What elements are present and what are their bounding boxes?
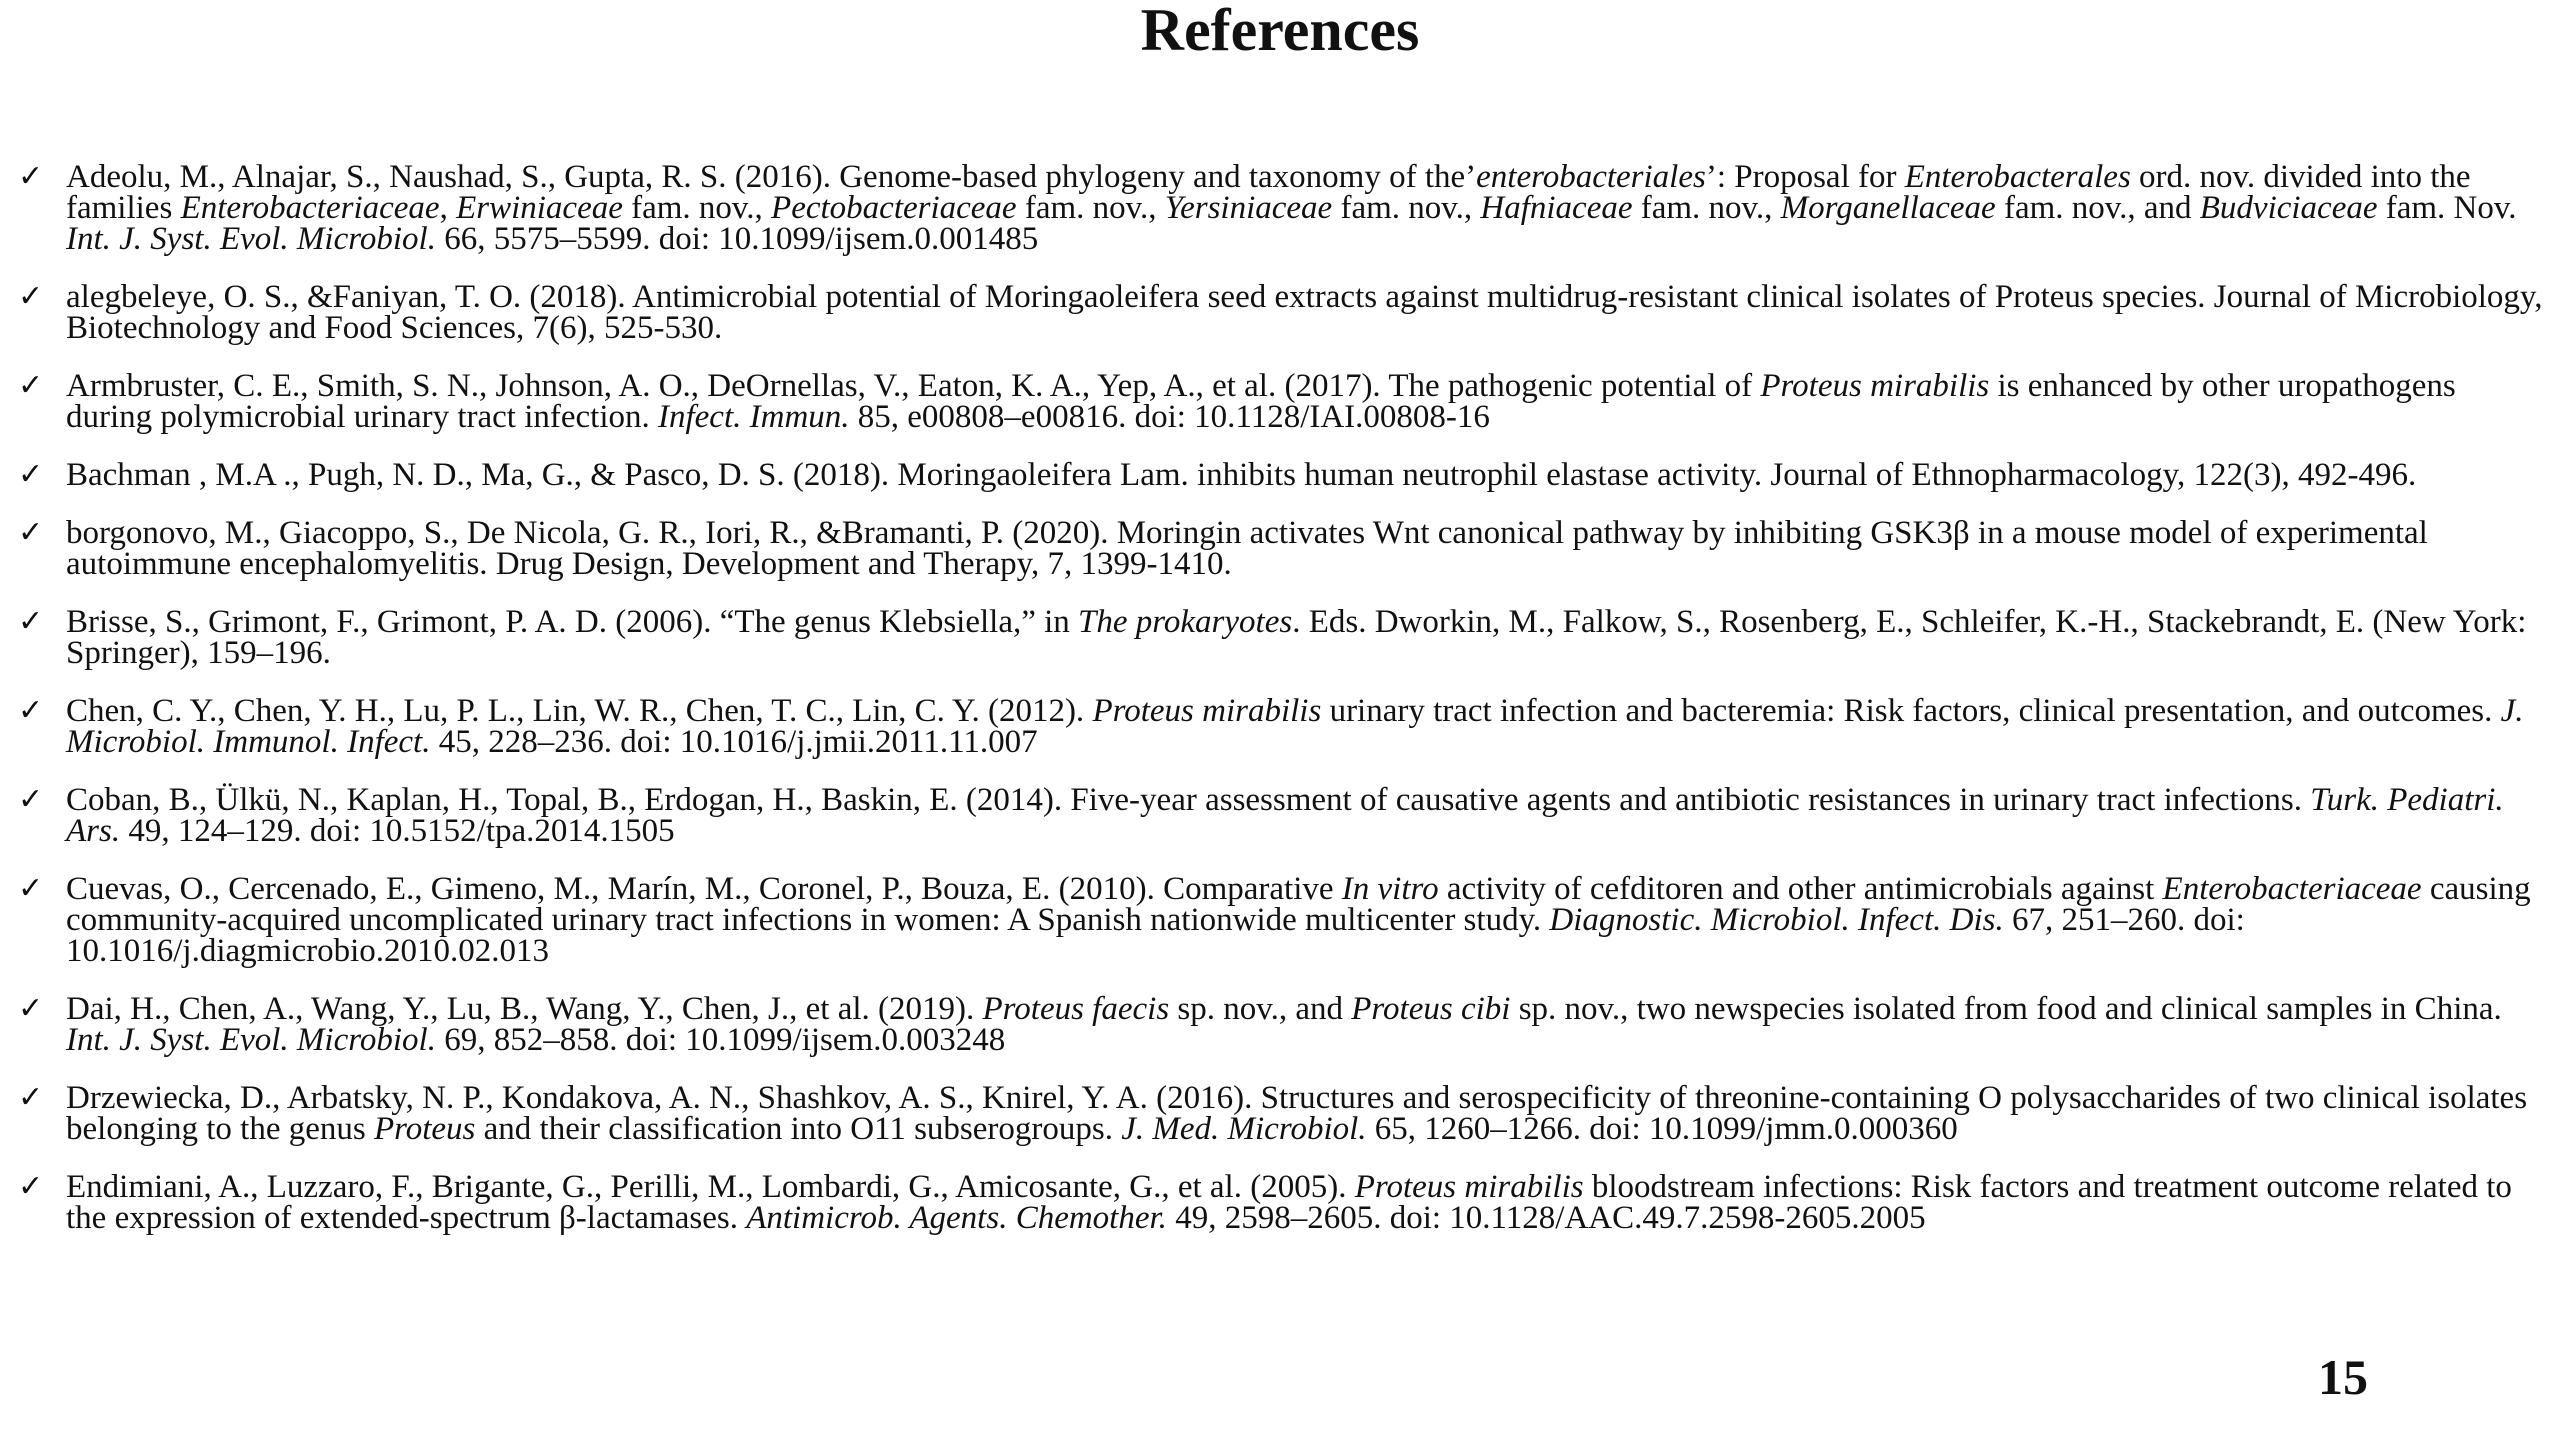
reference-segment: 45, 228–236. doi: 10.1016/j.jmii.2011.11.007 bbox=[430, 724, 1038, 760]
reference-segment: bloodstream infections: Risk factors and treatment outcome related to the expression of extended-spectrum β-lactamases. bbox=[66, 1169, 2512, 1236]
reference-italic-segment: Proteus mirabilis bbox=[1092, 693, 1322, 729]
reference-item bbox=[16, 782, 2546, 849]
reference-text bbox=[66, 159, 2517, 257]
reference-italic-segment: Yersiniaceae bbox=[1164, 190, 1333, 226]
reference-text bbox=[66, 1169, 2512, 1236]
reference-text bbox=[66, 515, 2428, 582]
reference-segment: Cuevas, O., Cercenado, E., Gimeno, M., Marín, M., Coronel, P., Bouza, E. (2010). Comparative bbox=[66, 871, 1342, 907]
reference-segment: alegbeleye, O. S., &Faniyan, T. O. (2018). Antimicrobial potential of Moringaoleifera seed extracts against multidrug-resistant clinical isolates of Proteus species. Journal of Microbiology, Biotechnology and Food Sciences, 7(6), 525-530. bbox=[66, 279, 2543, 346]
reference-italic-segment: Diagnostic. Microbiol. Infect. Dis. bbox=[1549, 902, 2004, 938]
reference-item bbox=[16, 159, 2546, 257]
reference-list bbox=[16, 159, 2546, 1261]
reference-item bbox=[16, 368, 2546, 435]
reference-item bbox=[16, 604, 2546, 671]
reference-text bbox=[66, 457, 2416, 493]
reference-italic-segment: Enterobacteriaceae bbox=[180, 190, 440, 226]
checkmark-icon: ✓ bbox=[18, 991, 44, 1026]
reference-segment: fam. nov., bbox=[622, 190, 772, 226]
reference-segment: Dai, H., Chen, A., Wang, Y., Lu, B., Wang, Y., Chen, J., et al. (2019). bbox=[66, 991, 983, 1027]
reference-italic-segment: Morganellaceae bbox=[1780, 190, 1996, 226]
reference-item bbox=[16, 457, 2546, 493]
reference-italic-segment: Proteus mirabilis bbox=[1354, 1169, 1584, 1205]
checkmark-icon: ✓ bbox=[18, 159, 44, 194]
checkmark-icon: ✓ bbox=[18, 457, 44, 492]
checkmark-icon: ✓ bbox=[18, 693, 44, 728]
checkmark-icon: ✓ bbox=[18, 1080, 44, 1115]
reference-italic-segment: Proteus cibi bbox=[1351, 991, 1511, 1027]
reference-italic-segment: Enterobacteriaceae bbox=[2162, 871, 2422, 907]
reference-segment: Coban, B., Ülkü, N., Kaplan, H., Topal, B., Erdogan, H., Baskin, E. (2014). Five-year assessment of causative agents and antibiotic resistances in urinary tract infections. bbox=[66, 782, 2311, 818]
page-title: References bbox=[1140, 0, 1420, 63]
reference-segment: ord. nov. divided into the families bbox=[66, 159, 2471, 226]
reference-segment: causing community-acquired uncomplicated urinary tract infections in women: A Spanish nationwide multicenter study. bbox=[66, 871, 2531, 938]
reference-segment: Armbruster, C. E., Smith, S. N., Johnson, A. O., DeOrnellas, V., Eaton, K. A., Yep, A., et al. (2017). The pathogenic potential of bbox=[66, 368, 1761, 404]
reference-segment: borgonovo, M., Giacoppo, S., De Nicola, G. R., Iori, R., &Bramanti, P. (2020). Moringin activates Wnt canonical pathway by inhibiting GSK3β in a mouse model of experimental autoimmune encephalomyelitis. Drug Design, Development and Therapy, 7, 1399-1410. bbox=[66, 515, 2428, 582]
reference-segment: Chen, C. Y., Chen, Y. H., Lu, P. L., Lin, W. R., Chen, T. C., Lin, C. Y. (2012). bbox=[66, 693, 1093, 729]
reference-text bbox=[66, 871, 2531, 969]
reference-item bbox=[16, 693, 2546, 760]
reference-segment: 49, 124–129. doi: 10.5152/tpa.2014.1505 bbox=[120, 813, 675, 849]
reference-italic-segment: Turk. Pediatri. Ars. bbox=[66, 782, 2504, 849]
reference-italic-segment: Pectobacteriaceae bbox=[771, 190, 1017, 226]
reference-italic-segment: In vitro bbox=[1341, 871, 1439, 907]
reference-segment: fam. nov., bbox=[1332, 190, 1481, 226]
reference-segment: and their classification into O11 subserogroups. bbox=[475, 1111, 1122, 1147]
reference-italic-segment: enterobacteriales bbox=[1476, 159, 1706, 195]
reference-italic-segment: Enterobacterales bbox=[1904, 159, 2131, 195]
reference-segment: Drzewiecka, D., Arbatsky, N. P., Kondakova, A. N., Shashkov, A. S., Knirel, Y. A. (2016). Structures and serospecificity of threonine-containing O polysaccharides of two clinical isolates belonging to the genus bbox=[66, 1080, 2528, 1147]
reference-italic-segment: The prokaryotes bbox=[1078, 604, 1293, 640]
reference-segment: sp. nov., two newspecies isolated from food and clinical samples in China. bbox=[1510, 991, 2502, 1027]
reference-segment: , bbox=[439, 190, 457, 226]
reference-segment: fam. nov., bbox=[1016, 190, 1165, 226]
reference-item bbox=[16, 1080, 2546, 1147]
reference-item bbox=[16, 515, 2546, 582]
reference-segment: ’: Proposal for bbox=[1705, 159, 1905, 195]
checkmark-icon: ✓ bbox=[18, 782, 44, 817]
reference-italic-segment: Erwiniaceae bbox=[456, 190, 623, 226]
reference-text bbox=[66, 991, 2502, 1058]
reference-segment: fam. nov., bbox=[1632, 190, 1781, 226]
reference-segment: 67, 251–260. doi: 10.1016/j.diagmicrobio.2010.02.013 bbox=[66, 902, 2245, 969]
reference-segment: Endimiani, A., Luzzaro, F., Brigante, G., Perilli, M., Lombardi, G., Amicosante, G., et al. (2005). bbox=[66, 1169, 1355, 1205]
reference-segment: 85, e00808–e00816. doi: 10.1128/IAI.00808-16 bbox=[849, 399, 1490, 435]
reference-segment: activity of cefditoren and other antimicrobials against bbox=[1438, 871, 2163, 907]
reference-italic-segment: Antimicrob. Agents. Chemother. bbox=[746, 1200, 1167, 1236]
checkmark-icon: ✓ bbox=[18, 279, 44, 314]
checkmark-icon: ✓ bbox=[18, 604, 44, 639]
reference-segment: 69, 852–858. doi: 10.1099/ijsem.0.003248 bbox=[435, 1022, 1006, 1058]
reference-item bbox=[16, 279, 2546, 346]
reference-segment: Adeolu, M., Alnajar, S., Naushad, S., Gupta, R. S. (2016). Genome-based phylogeny and taxonomy of the’ bbox=[66, 159, 1477, 195]
reference-segment: 49, 2598–2605. doi: 10.1128/AAC.49.7.2598-2605.2005 bbox=[1166, 1200, 1926, 1236]
reference-item bbox=[16, 1169, 2546, 1236]
reference-italic-segment: Proteus mirabilis bbox=[1760, 368, 1990, 404]
reference-segment: urinary tract infection and bacteremia: Risk factors, clinical presentation, and outcomes. bbox=[1321, 693, 2501, 729]
reference-segment: is enhanced by other uropathogens during polymicrobial urinary tract infection. bbox=[66, 368, 2456, 435]
reference-segment: 65, 1260–1266. doi: 10.1099/jmm.0.000360 bbox=[1366, 1111, 1958, 1147]
reference-italic-segment: Infect. Immun. bbox=[658, 399, 850, 435]
reference-italic-segment: Proteus faecis bbox=[982, 991, 1170, 1027]
reference-italic-segment: Int. J. Syst. Evol. Microbiol. bbox=[66, 1022, 436, 1058]
reference-italic-segment: J. Med. Microbiol. bbox=[1121, 1111, 1367, 1147]
checkmark-icon: ✓ bbox=[18, 515, 44, 550]
reference-segment: fam. Nov. bbox=[2377, 190, 2517, 226]
reference-item bbox=[16, 871, 2546, 969]
reference-text bbox=[66, 368, 2456, 435]
reference-segment: sp. nov., and bbox=[1169, 991, 1352, 1027]
reference-segment: fam. nov., and bbox=[1995, 190, 2200, 226]
reference-segment: Brisse, S., Grimont, F., Grimont, P. A. D. (2006). “The genus Klebsiella,” in bbox=[66, 604, 1079, 640]
checkmark-icon: ✓ bbox=[18, 871, 44, 906]
reference-text bbox=[66, 782, 2504, 849]
reference-item bbox=[16, 991, 2546, 1058]
page-number: 15 bbox=[2318, 1349, 2368, 1405]
reference-text bbox=[66, 693, 2524, 760]
reference-italic-segment: J. Microbiol. Immunol. Infect. bbox=[66, 693, 2524, 760]
checkmark-icon: ✓ bbox=[18, 1169, 44, 1204]
checkmark-icon: ✓ bbox=[18, 368, 44, 403]
reference-text bbox=[66, 604, 2526, 671]
reference-segment: Bachman , M.A ., Pugh, N. D., Ma, G., & Pasco, D. S. (2018). Moringaoleifera Lam. inhibits human neutrophil elastase activity. Journal of Ethnopharmacology, 122(3), 492-496. bbox=[66, 457, 2417, 493]
reference-segment: . Eds. Dworkin, M., Falkow, S., Rosenberg, E., Schleifer, K.-H., Stackebrandt, E. (New York: Springer), 159–196. bbox=[66, 604, 2527, 671]
reference-italic-segment: Budviciaceae bbox=[2199, 190, 2378, 226]
reference-italic-segment: Proteus bbox=[373, 1111, 476, 1147]
reference-italic-segment: Hafniaceae bbox=[1480, 190, 1633, 226]
reference-text bbox=[66, 279, 2543, 346]
reference-text bbox=[66, 1080, 2527, 1147]
reference-segment: 66, 5575–5599. doi: 10.1099/ijsem.0.001485 bbox=[435, 221, 1039, 257]
reference-italic-segment: Int. J. Syst. Evol. Microbiol. bbox=[66, 221, 436, 257]
